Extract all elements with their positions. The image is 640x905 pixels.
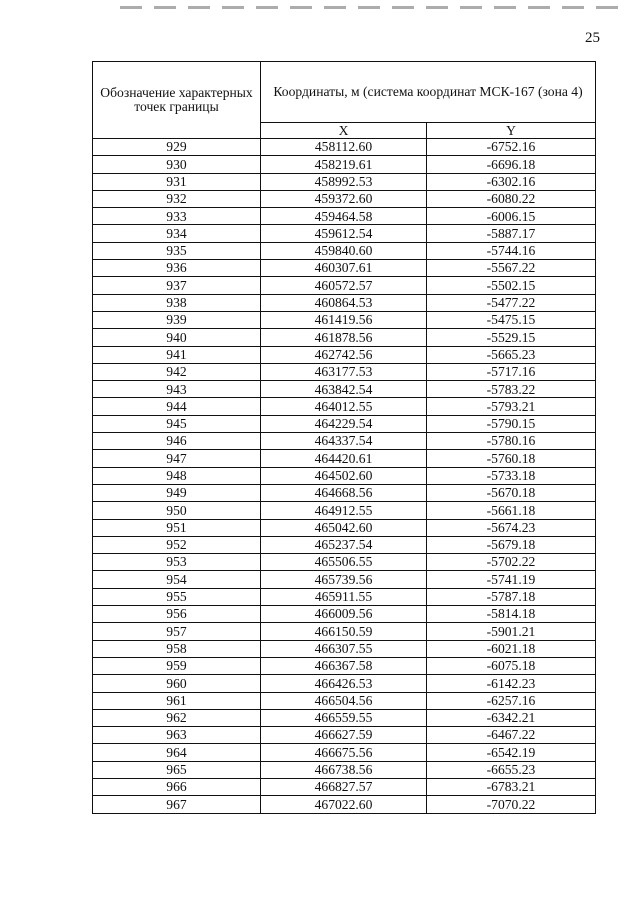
cell-y: -5679.18	[427, 536, 596, 553]
cell-x: 465506.55	[261, 554, 427, 571]
cell-point: 932	[93, 190, 261, 207]
table-row	[93, 173, 596, 190]
cell-point: 957	[93, 623, 261, 640]
cell-y: -5502.15	[427, 277, 596, 294]
cell-point: 956	[93, 606, 261, 623]
table-row	[93, 139, 596, 156]
cell-y: -6006.15	[427, 208, 596, 225]
cell-y: -5702.22	[427, 554, 596, 571]
table-row	[93, 450, 596, 467]
cell-point: 958	[93, 640, 261, 657]
table-row	[93, 744, 596, 761]
cell-point: 960	[93, 675, 261, 692]
cell-point: 961	[93, 692, 261, 709]
cell-y: -6257.16	[427, 692, 596, 709]
table-row	[93, 484, 596, 501]
cell-y: -6342.21	[427, 709, 596, 726]
cell-y: -5787.18	[427, 588, 596, 605]
cell-y: -5670.18	[427, 484, 596, 501]
cell-x: 460572.57	[261, 277, 427, 294]
cell-y: -6080.22	[427, 190, 596, 207]
table-row	[93, 381, 596, 398]
cell-y: -6783.21	[427, 778, 596, 795]
cell-y: -5780.16	[427, 433, 596, 450]
cell-x: 466827.57	[261, 778, 427, 795]
cell-x: 460864.53	[261, 294, 427, 311]
cell-point: 939	[93, 311, 261, 328]
cell-y: -5477.22	[427, 294, 596, 311]
cell-x: 458219.61	[261, 156, 427, 173]
cell-y: -6021.18	[427, 640, 596, 657]
cell-x: 459464.58	[261, 208, 427, 225]
table-row	[93, 606, 596, 623]
cell-x: 466009.56	[261, 606, 427, 623]
cell-y: -5529.15	[427, 329, 596, 346]
cell-y: -6302.16	[427, 173, 596, 190]
cell-point: 966	[93, 778, 261, 795]
table-row	[93, 277, 596, 294]
cell-x: 459612.54	[261, 225, 427, 242]
table-row	[93, 761, 596, 778]
table-row	[93, 657, 596, 674]
cell-point: 953	[93, 554, 261, 571]
cell-point: 940	[93, 329, 261, 346]
cell-y: -7070.22	[427, 796, 596, 813]
cell-x: 462742.56	[261, 346, 427, 363]
cell-y: -5661.18	[427, 502, 596, 519]
cell-x: 461878.56	[261, 329, 427, 346]
table-row	[93, 156, 596, 173]
table-row	[93, 242, 596, 259]
table-row	[93, 519, 596, 536]
cell-x: 464012.55	[261, 398, 427, 415]
header-point-designation: Обозначение характерных точек границы	[93, 62, 261, 139]
cell-point: 967	[93, 796, 261, 813]
cell-point: 930	[93, 156, 261, 173]
table-row	[93, 623, 596, 640]
cell-point: 934	[93, 225, 261, 242]
header-coordinates: Координаты, м (система координат МСК-167 (зона 4)	[261, 62, 596, 123]
cell-point: 964	[93, 744, 261, 761]
table-row	[93, 346, 596, 363]
cell-x: 464912.55	[261, 502, 427, 519]
cell-point: 945	[93, 415, 261, 432]
cell-y: -5901.21	[427, 623, 596, 640]
table-row	[93, 363, 596, 380]
cell-x: 464502.60	[261, 467, 427, 484]
cell-x: 465237.54	[261, 536, 427, 553]
table-row	[93, 640, 596, 657]
cell-y: -6542.19	[427, 744, 596, 761]
cell-y: -6752.16	[427, 139, 596, 156]
table-row	[93, 398, 596, 415]
cell-point: 959	[93, 657, 261, 674]
table-row	[93, 554, 596, 571]
cell-point: 955	[93, 588, 261, 605]
cell-point: 944	[93, 398, 261, 415]
cell-x: 466367.58	[261, 657, 427, 674]
cell-y: -5744.16	[427, 242, 596, 259]
table-row	[93, 294, 596, 311]
cell-point: 963	[93, 727, 261, 744]
cell-x: 463842.54	[261, 381, 427, 398]
cell-x: 466675.56	[261, 744, 427, 761]
table-row	[93, 709, 596, 726]
table-row	[93, 692, 596, 709]
cell-point: 946	[93, 433, 261, 450]
cell-y: -5674.23	[427, 519, 596, 536]
cell-point: 929	[93, 139, 261, 156]
table-row	[93, 588, 596, 605]
table-body	[93, 139, 596, 814]
cell-x: 466150.59	[261, 623, 427, 640]
table-row	[93, 536, 596, 553]
cell-y: -5475.15	[427, 311, 596, 328]
cell-point: 938	[93, 294, 261, 311]
cell-y: -6696.18	[427, 156, 596, 173]
cell-y: -5741.19	[427, 571, 596, 588]
cell-point: 949	[93, 484, 261, 501]
cell-x: 464337.54	[261, 433, 427, 450]
cell-x: 463177.53	[261, 363, 427, 380]
cell-y: -5783.22	[427, 381, 596, 398]
table-row	[93, 329, 596, 346]
cell-y: -6655.23	[427, 761, 596, 778]
header-y: Y	[427, 122, 596, 138]
cell-x: 466307.55	[261, 640, 427, 657]
cell-x: 459372.60	[261, 190, 427, 207]
cell-x: 461419.56	[261, 311, 427, 328]
cell-x: 458992.53	[261, 173, 427, 190]
cell-x: 466559.55	[261, 709, 427, 726]
cell-y: -5887.17	[427, 225, 596, 242]
cell-x: 464668.56	[261, 484, 427, 501]
header-x: X	[261, 122, 427, 138]
table-row	[93, 311, 596, 328]
cell-x: 464229.54	[261, 415, 427, 432]
cell-point: 933	[93, 208, 261, 225]
cell-y: -5733.18	[427, 467, 596, 484]
cell-y: -5793.21	[427, 398, 596, 415]
table-row	[93, 796, 596, 813]
cell-y: -5665.23	[427, 346, 596, 363]
cell-y: -5567.22	[427, 260, 596, 277]
cell-point: 937	[93, 277, 261, 294]
cell-point: 948	[93, 467, 261, 484]
cell-point: 943	[93, 381, 261, 398]
cell-x: 466504.56	[261, 692, 427, 709]
cell-point: 951	[93, 519, 261, 536]
cell-x: 464420.61	[261, 450, 427, 467]
coordinates-table	[92, 61, 596, 814]
cell-point: 942	[93, 363, 261, 380]
cell-x: 465042.60	[261, 519, 427, 536]
cell-point: 965	[93, 761, 261, 778]
cell-y: -5790.15	[427, 415, 596, 432]
cell-y: -5717.16	[427, 363, 596, 380]
cell-x: 466627.59	[261, 727, 427, 744]
cell-x: 466426.53	[261, 675, 427, 692]
cell-x: 465739.56	[261, 571, 427, 588]
page-number: 25	[585, 30, 600, 46]
table-row	[93, 571, 596, 588]
cell-point: 931	[93, 173, 261, 190]
cell-y: -6075.18	[427, 657, 596, 674]
cell-y: -6467.22	[427, 727, 596, 744]
cell-point: 950	[93, 502, 261, 519]
cell-x: 467022.60	[261, 796, 427, 813]
cell-point: 962	[93, 709, 261, 726]
table-row	[93, 467, 596, 484]
table-row	[93, 675, 596, 692]
table-row	[93, 260, 596, 277]
cell-y: -6142.23	[427, 675, 596, 692]
cell-point: 954	[93, 571, 261, 588]
cell-point: 947	[93, 450, 261, 467]
table-row	[93, 415, 596, 432]
table-row	[93, 208, 596, 225]
cell-x: 466738.56	[261, 761, 427, 778]
scan-header-line	[120, 6, 620, 9]
table-row	[93, 727, 596, 744]
table-row	[93, 225, 596, 242]
cell-point: 935	[93, 242, 261, 259]
cell-x: 459840.60	[261, 242, 427, 259]
table-row	[93, 778, 596, 795]
cell-point: 952	[93, 536, 261, 553]
table-row	[93, 433, 596, 450]
cell-x: 465911.55	[261, 588, 427, 605]
cell-y: -5760.18	[427, 450, 596, 467]
table-row	[93, 190, 596, 207]
cell-x: 458112.60	[261, 139, 427, 156]
table-row	[93, 502, 596, 519]
cell-point: 936	[93, 260, 261, 277]
cell-x: 460307.61	[261, 260, 427, 277]
cell-point: 941	[93, 346, 261, 363]
cell-y: -5814.18	[427, 606, 596, 623]
